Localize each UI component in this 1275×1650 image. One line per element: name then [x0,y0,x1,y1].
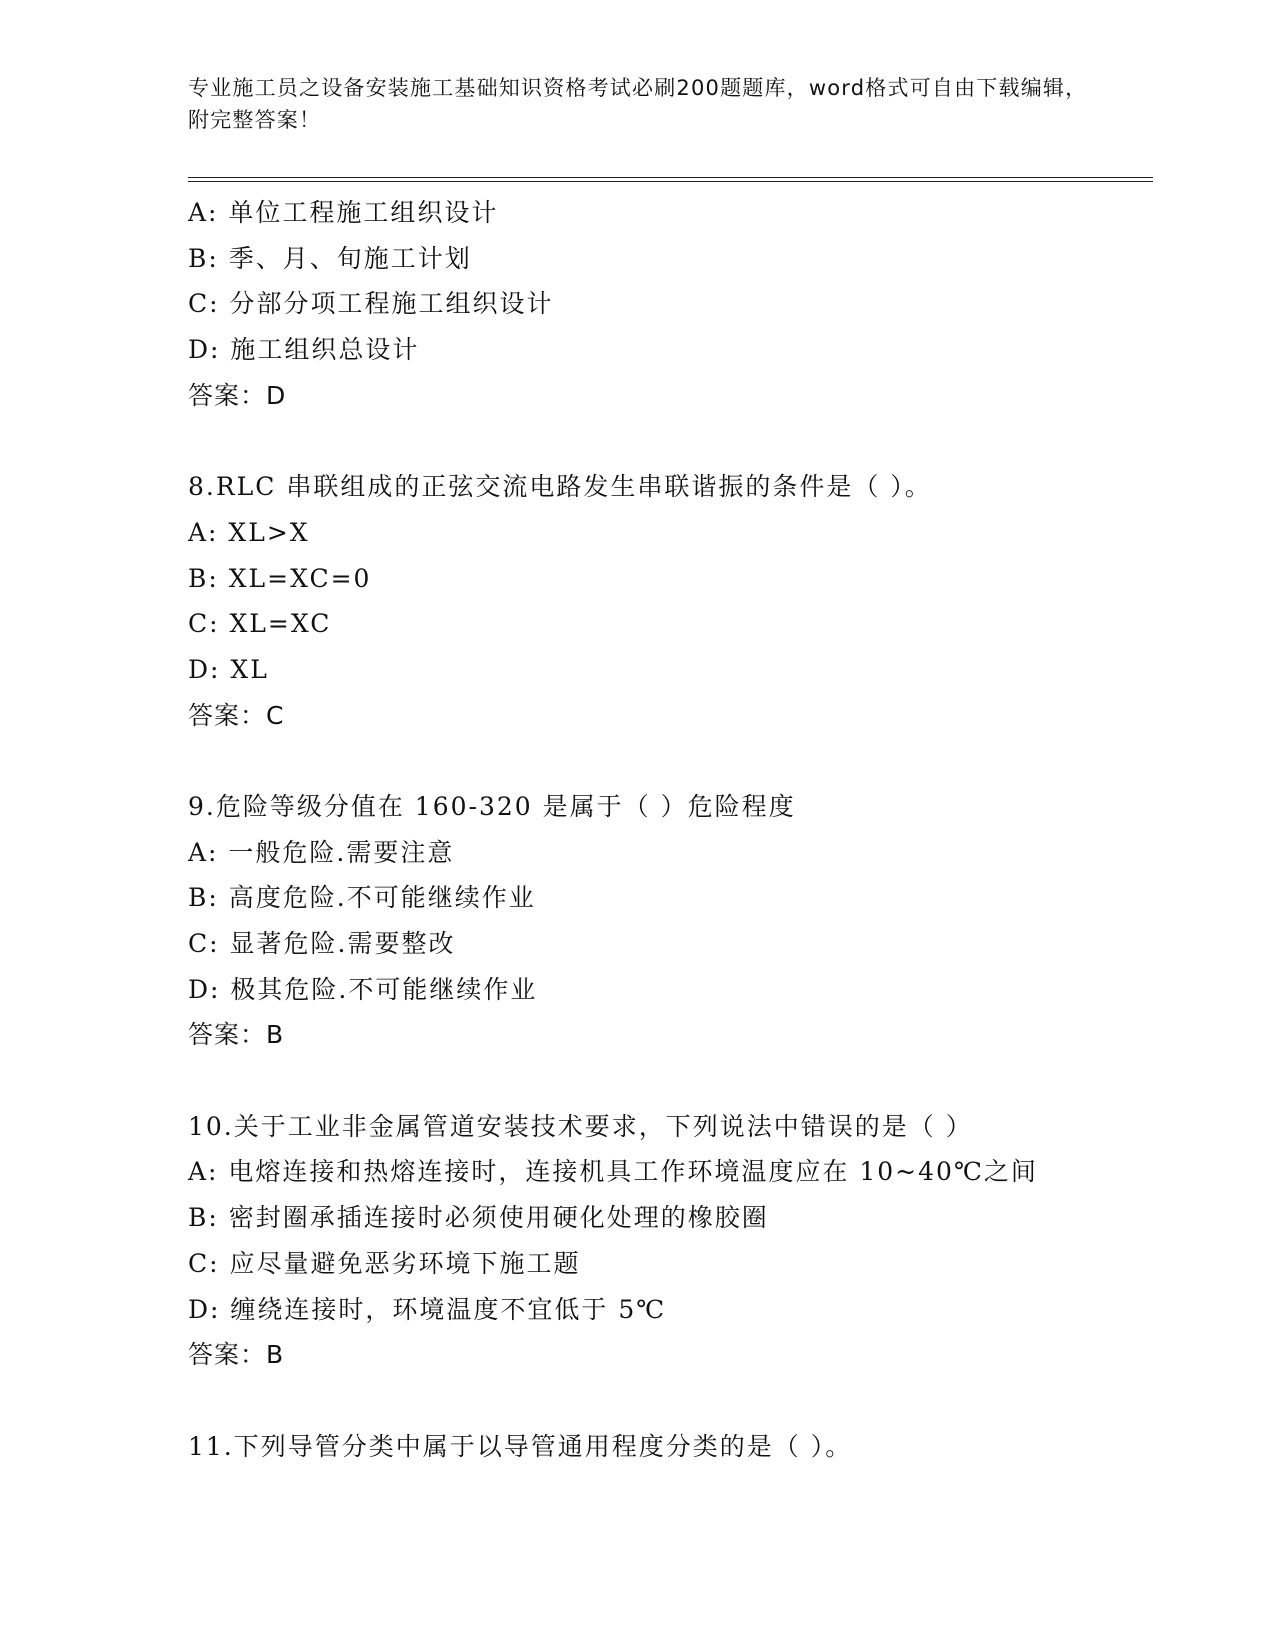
option-b: B: XL=XC=0 [188,563,372,593]
option-a: A: 电熔连接和热熔连接时，连接机具工作环境温度应在 10~40℃之间 [188,1157,1038,1187]
question-text: 9.危险等级分值在 160-320 是属于（ ）危险程度 [188,791,796,821]
option-d: D: XL [188,654,269,684]
spacer [188,1378,1148,1424]
option-b: B: 密封圈承插连接时必须使用硬化处理的橡胶圈 [188,1203,769,1233]
option-d: D: 缠绕连接时，环境温度不宜低于 5℃ [188,1294,667,1324]
question-text: 10.关于工业非金属管道安装技术要求，下列说法中错误的是（ ） [188,1111,973,1141]
question-list [188,190,1148,1469]
option-c: C: 分部分项工程施工组织设计 [188,289,554,319]
option-d: D: 极其危险.不可能继续作业 [188,974,538,1004]
spacer [188,1058,1148,1104]
question-9 [188,784,1148,1058]
answer: 答案：B [188,1020,285,1050]
option-d: D: 施工组织总设计 [188,335,420,365]
answer: 答案：C [188,700,285,730]
question-8 [188,464,1148,738]
question-7-continued [188,190,1148,418]
header-divider-top [188,177,1153,178]
option-c: C: 应尽量避免恶劣环境下施工题 [188,1248,581,1278]
option-a: A: 单位工程施工组织设计 [188,198,499,227]
option-c: C: XL=XC [188,609,332,639]
spacer [188,738,1148,784]
spacer [188,418,1148,464]
question-10 [188,1104,1148,1378]
answer: 答案：B [188,1340,285,1370]
option-b: B: 季、月、旬施工计划 [188,243,472,273]
option-b: B: 高度危险.不可能继续作业 [188,883,536,913]
option-a: A: 一般危险.需要注意 [188,837,455,867]
option-c: C: 显著危险.需要整改 [188,929,456,958]
question-text: 11.下列导管分类中属于以导管通用程度分类的是（ ）。 [188,1431,853,1461]
question-text: 8.RLC 串联组成的正弦交流电路发生串联谐振的条件是（ ）。 [188,472,932,502]
question-11 [188,1424,1148,1470]
header-divider-bottom [188,181,1153,182]
answer: 答案：D [188,380,287,410]
document-header: 专业施工员之设备安装施工基础知识资格考试必刷200题题库，word格式可自由下载编辑，附完整答案！ [188,76,1088,132]
option-a: A: XL>X [188,517,310,547]
